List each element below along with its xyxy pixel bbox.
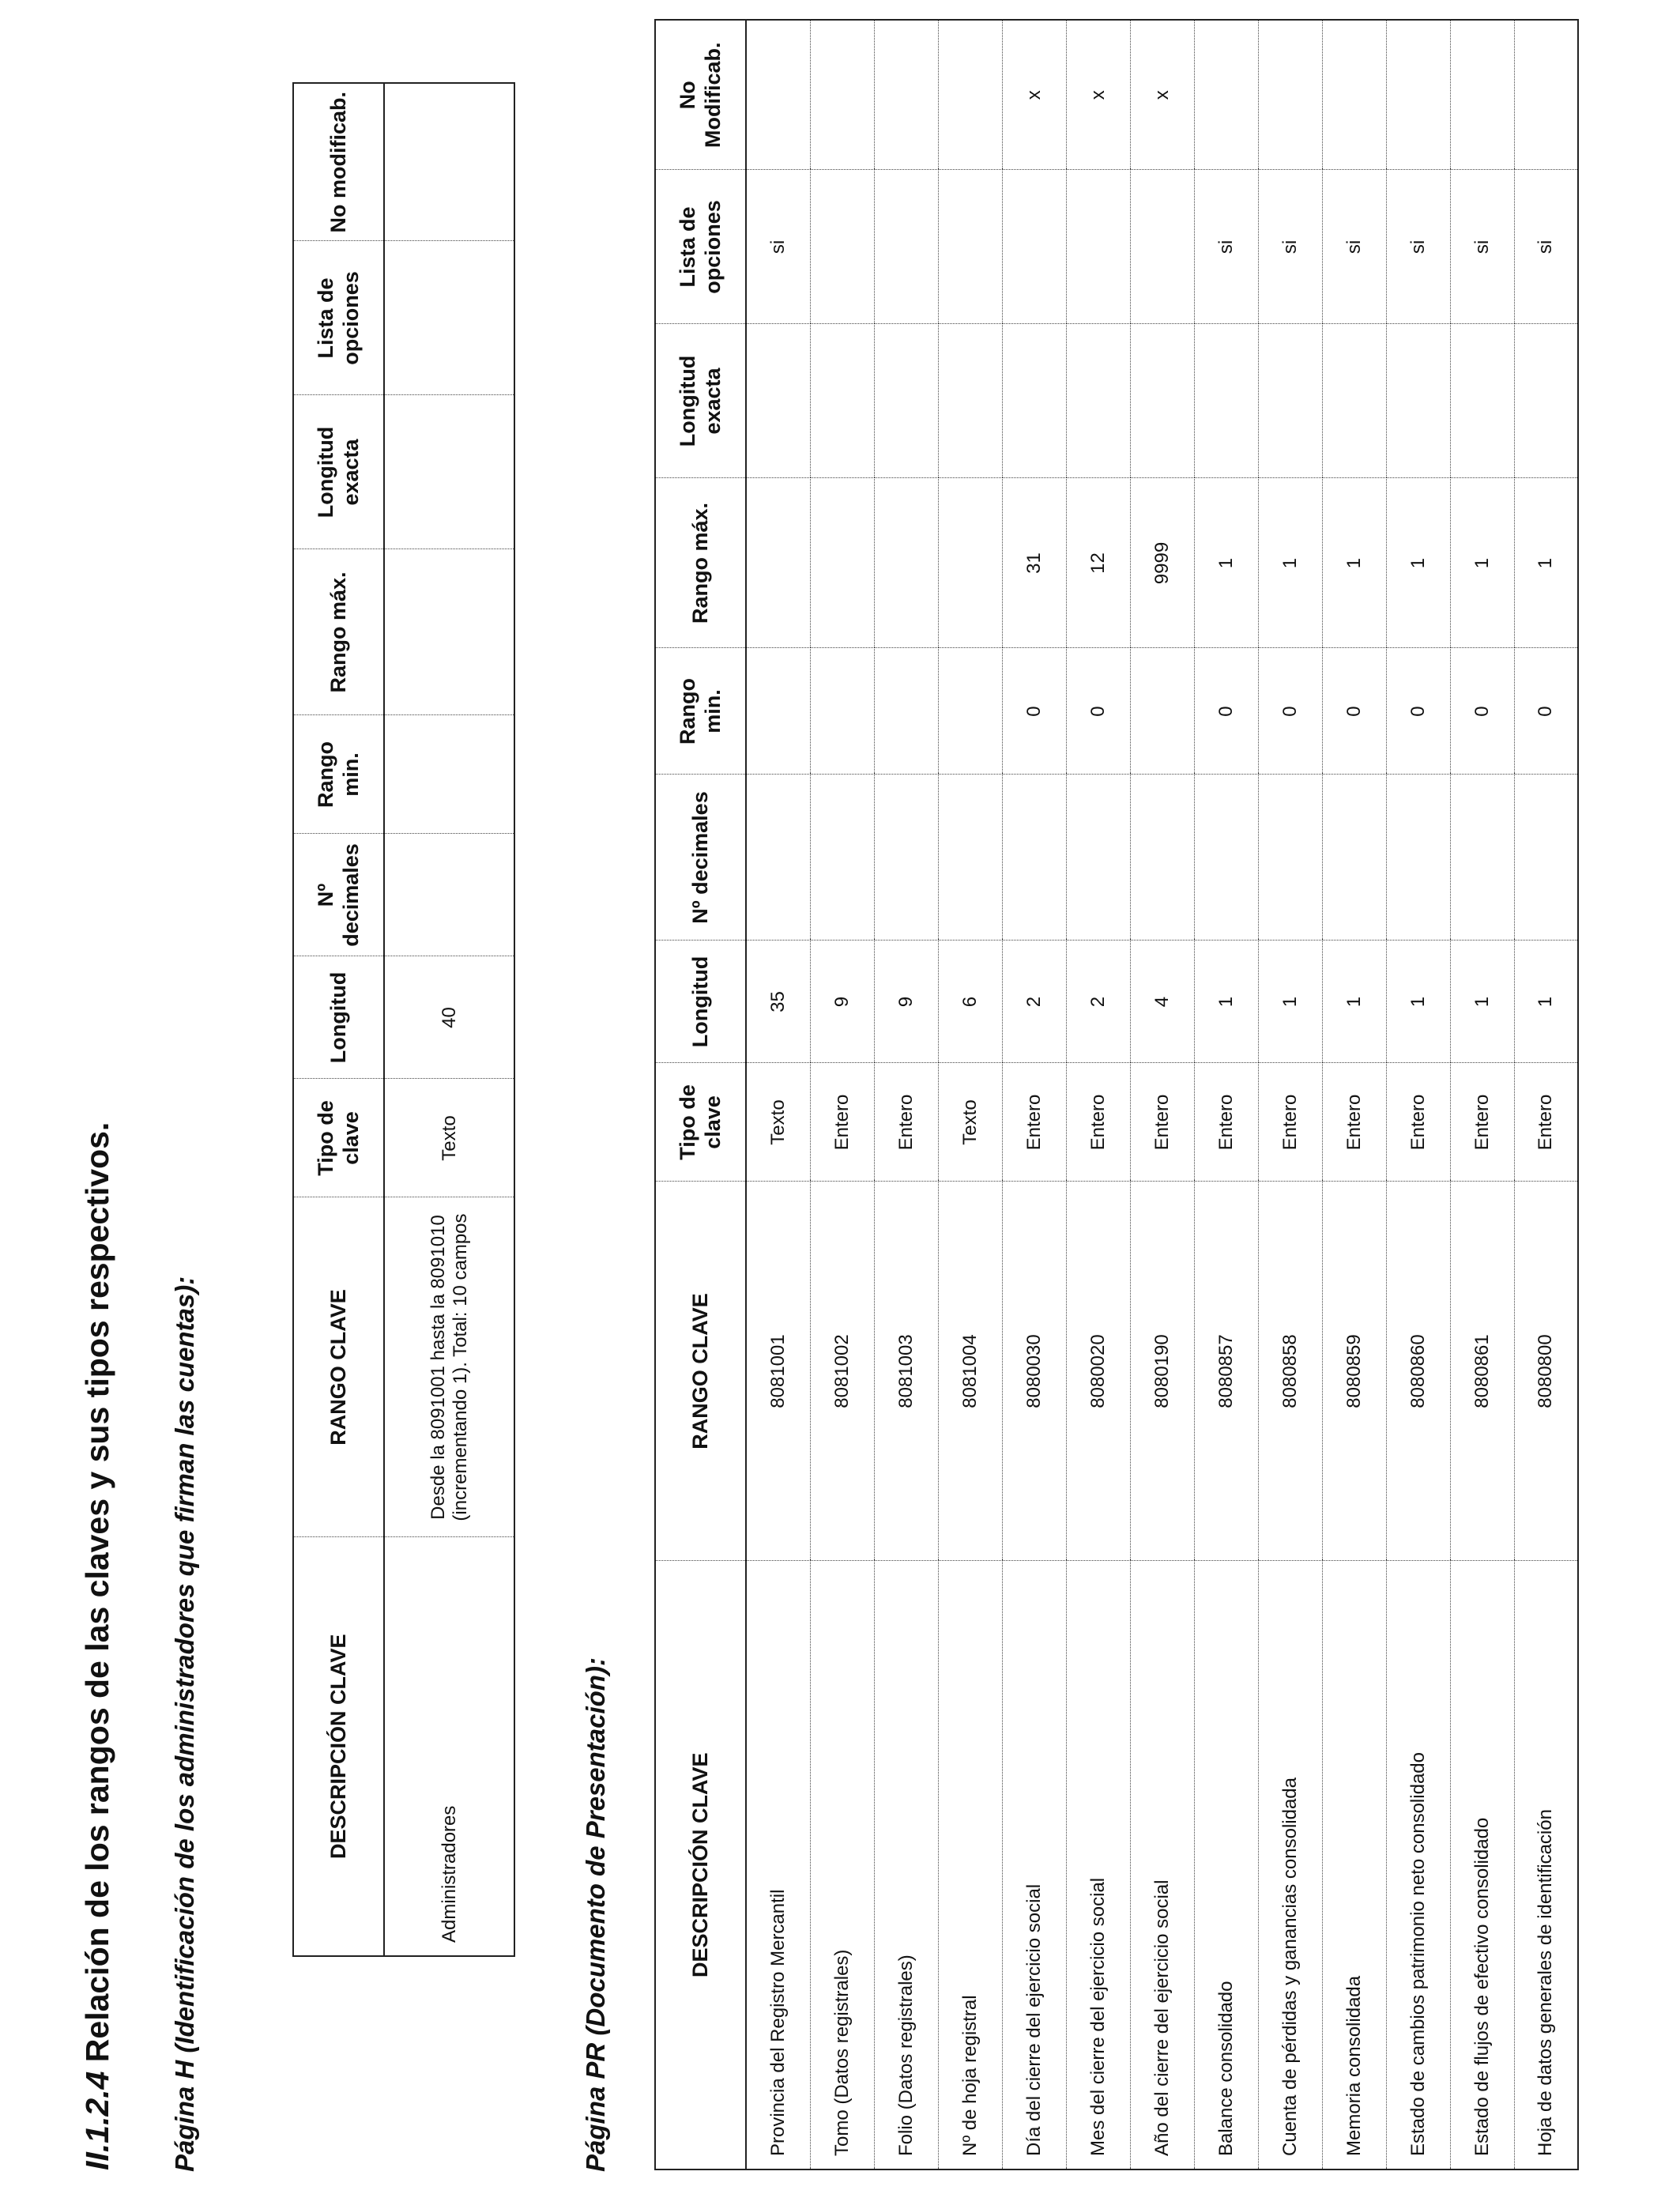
table-cell: 8080858	[1258, 1182, 1322, 1561]
table-cell	[746, 324, 810, 478]
table-cell	[1322, 20, 1386, 170]
table-row	[1066, 20, 1130, 2169]
table-cell	[1002, 170, 1066, 324]
table-cell: 35	[746, 941, 810, 1063]
table-cell: Día del cierre del ejercicio social	[1002, 1561, 1066, 2169]
table-cell	[810, 324, 874, 478]
table-row	[1130, 20, 1194, 2169]
table-cell	[384, 83, 514, 241]
table-cell	[1002, 775, 1066, 941]
table-cell: 1	[1450, 478, 1514, 648]
table-cell: Entero	[1194, 1063, 1258, 1182]
table-cell: 1	[1322, 941, 1386, 1063]
table-cell: 1	[1258, 478, 1322, 648]
table-cell: Desde la 8091001 hasta la 8091010 (incrementando 1). Total: 10 campos	[384, 1197, 514, 1537]
page-h-header-cell: No modificab.	[293, 83, 384, 241]
table-cell	[1130, 324, 1194, 478]
page-h-header-cell: Lista de opciones	[293, 241, 384, 395]
page-pr-header-row	[655, 20, 746, 2169]
table-cell: 8080190	[1130, 1182, 1194, 1561]
table-cell	[1130, 775, 1194, 941]
table-cell	[1450, 775, 1514, 941]
table-cell: 1	[1514, 941, 1578, 1063]
table-cell	[1066, 324, 1130, 478]
table-cell: 8081001	[746, 1182, 810, 1561]
table-cell: 8081002	[810, 1182, 874, 1561]
table-cell: si	[1386, 170, 1450, 324]
table-cell: Año del cierre del ejercicio social	[1130, 1561, 1194, 2169]
table-cell	[1258, 775, 1322, 941]
table-cell: 8080861	[1450, 1182, 1514, 1561]
table-row	[1322, 20, 1386, 2169]
table-row	[810, 20, 874, 2169]
table-cell	[384, 395, 514, 549]
table-cell	[1066, 775, 1130, 941]
page-pr-table	[654, 19, 1579, 2170]
table-cell: Memoria consolidada	[1322, 1561, 1386, 2169]
table-cell	[938, 775, 1002, 941]
page-pr-header-cell: Lista de opciones	[655, 170, 746, 324]
table-cell: 6	[938, 941, 1002, 1063]
table-cell: Entero	[874, 1063, 938, 1182]
table-cell	[938, 20, 1002, 170]
table-cell: 1	[1386, 941, 1450, 1063]
table-cell: Tomo (Datos registrales)	[810, 1561, 874, 2169]
table-cell: Mes del cierre del ejercicio social	[1066, 1561, 1130, 2169]
table-cell: 1	[1194, 478, 1258, 648]
table-cell: 8080030	[1002, 1182, 1066, 1561]
table-cell	[1450, 324, 1514, 478]
table-row	[384, 83, 514, 1956]
table-cell	[1322, 324, 1386, 478]
table-cell: 9	[874, 941, 938, 1063]
table-cell	[938, 478, 1002, 648]
table-cell	[874, 648, 938, 775]
table-cell: 0	[1450, 648, 1514, 775]
table-row	[1514, 20, 1578, 2169]
table-cell: Entero	[1386, 1063, 1450, 1182]
page-pr-header-cell: Nº decimales	[655, 775, 746, 941]
table-cell: Nº de hoja registral	[938, 1561, 1002, 2169]
table-cell	[810, 648, 874, 775]
table-cell	[1194, 324, 1258, 478]
table-cell: 0	[1322, 648, 1386, 775]
table-cell: Texto	[746, 1063, 810, 1182]
table-cell: si	[1514, 170, 1578, 324]
table-cell	[1002, 324, 1066, 478]
table-row	[874, 20, 938, 2169]
table-row	[1194, 20, 1258, 2169]
table-cell	[1194, 775, 1258, 941]
table-cell	[938, 324, 1002, 478]
table-cell: x	[1130, 20, 1194, 170]
table-cell: Folio (Datos registrales)	[874, 1561, 938, 2169]
table-row	[1002, 20, 1066, 2169]
page-pr-title: Página PR (Documento de Presentación):	[581, 1657, 610, 2172]
table-cell	[1386, 775, 1450, 941]
table-cell: Administradores	[384, 1537, 514, 1956]
page-h-header-cell: DESCRIPCIÓN CLAVE	[293, 1537, 384, 1956]
page-h-header-cell: Longitud exacta	[293, 395, 384, 549]
table-cell	[746, 478, 810, 648]
table-cell	[874, 775, 938, 941]
table-cell: x	[1066, 20, 1130, 170]
page-h-header-cell: Rango máx.	[293, 549, 384, 715]
table-cell	[384, 241, 514, 395]
table-cell	[810, 775, 874, 941]
table-cell: Estado de flujos de efectivo consolidado	[1450, 1561, 1514, 2169]
page-pr-header-cell: Rango máx.	[655, 478, 746, 648]
table-cell: si	[746, 170, 810, 324]
table-cell	[1322, 775, 1386, 941]
section-title: Relación de los rangos de las claves y sus tipos respectivos.	[79, 1122, 115, 2063]
table-cell: x	[1002, 20, 1066, 170]
table-cell	[1386, 20, 1450, 170]
table-cell	[810, 20, 874, 170]
table-cell: 1	[1322, 478, 1386, 648]
table-row	[746, 20, 810, 2169]
table-cell: 1	[1514, 478, 1578, 648]
page-pr-header-cell: Longitud	[655, 941, 746, 1063]
table-cell: 0	[1066, 648, 1130, 775]
table-cell	[384, 549, 514, 715]
table-cell: si	[1450, 170, 1514, 324]
table-cell	[1130, 170, 1194, 324]
table-cell: Entero	[1322, 1063, 1386, 1182]
table-cell: 1	[1450, 941, 1514, 1063]
table-cell	[384, 715, 514, 834]
page-pr-header-cell: Tipo de clave	[655, 1063, 746, 1182]
table-cell: Cuenta de pérdidas y ganancias consolidada	[1258, 1561, 1322, 2169]
table-cell: Entero	[1066, 1063, 1130, 1182]
table-cell	[874, 20, 938, 170]
table-cell	[810, 478, 874, 648]
table-cell	[1194, 20, 1258, 170]
page-h-header-cell: Tipo de clave	[293, 1079, 384, 1197]
table-cell: Texto	[384, 1079, 514, 1197]
page-h-header-row	[293, 83, 384, 1956]
table-cell: Balance consolidado	[1194, 1561, 1258, 2169]
table-cell	[1258, 324, 1322, 478]
page-h-header-cell: Nº decimales	[293, 834, 384, 956]
table-row	[1450, 20, 1514, 2169]
table-cell	[810, 170, 874, 324]
page-pr-header-cell: Rango min.	[655, 648, 746, 775]
table-cell: 40	[384, 956, 514, 1079]
page-pr-header-cell: RANGO CLAVE	[655, 1182, 746, 1561]
table-cell: 9	[810, 941, 874, 1063]
table-cell: Provincia del Registro Mercantil	[746, 1561, 810, 2169]
table-cell	[1514, 775, 1578, 941]
table-row	[938, 20, 1002, 2169]
table-cell	[1258, 20, 1322, 170]
table-cell: 8080020	[1066, 1182, 1130, 1561]
table-cell: 1	[1258, 941, 1322, 1063]
table-cell: si	[1194, 170, 1258, 324]
page-h-title: Página H (Identificación de los administradores que firman las cuentas):	[170, 1276, 199, 2172]
table-cell: 2	[1002, 941, 1066, 1063]
page-pr-header-cell: DESCRIPCIÓN CLAVE	[655, 1561, 746, 2169]
table-cell: Hoja de datos generales de identificación	[1514, 1561, 1578, 2169]
table-cell: 8080860	[1386, 1182, 1450, 1561]
table-cell	[874, 478, 938, 648]
table-cell: 8081003	[874, 1182, 938, 1561]
table-cell: 0	[1386, 648, 1450, 775]
table-cell: Entero	[810, 1063, 874, 1182]
table-cell: 9999	[1130, 478, 1194, 648]
table-cell	[1514, 324, 1578, 478]
section-heading	[79, 1122, 116, 2170]
section-number: II.1.2.4	[79, 2071, 115, 2170]
table-cell	[1386, 324, 1450, 478]
table-cell: 0	[1258, 648, 1322, 775]
table-cell	[1130, 648, 1194, 775]
table-cell: Entero	[1450, 1063, 1514, 1182]
table-row	[1258, 20, 1322, 2169]
table-cell: Entero	[1514, 1063, 1578, 1182]
page-h-header-cell: RANGO CLAVE	[293, 1197, 384, 1537]
table-cell	[938, 170, 1002, 324]
table-cell: Texto	[938, 1063, 1002, 1182]
table-cell	[746, 20, 810, 170]
table-cell	[1450, 20, 1514, 170]
page-h-header-cell: Rango min.	[293, 715, 384, 834]
table-cell: Entero	[1130, 1063, 1194, 1182]
table-cell: 8081004	[938, 1182, 1002, 1561]
table-cell	[1066, 170, 1130, 324]
table-cell: si	[1322, 170, 1386, 324]
page-h-table	[292, 82, 515, 1957]
table-cell: 0	[1002, 648, 1066, 775]
table-cell: 1	[1194, 941, 1258, 1063]
table-cell	[746, 775, 810, 941]
page-pr-header-cell: No Modificab.	[655, 20, 746, 170]
table-cell: 8080857	[1194, 1182, 1258, 1561]
page-h-header-cell: Longitud	[293, 956, 384, 1079]
table-row	[1386, 20, 1450, 2169]
page-pr-header-cell: Longitud exacta	[655, 324, 746, 478]
table-cell	[746, 648, 810, 775]
table-cell: Entero	[1258, 1063, 1322, 1182]
table-cell: 0	[1194, 648, 1258, 775]
table-cell	[938, 648, 1002, 775]
table-cell: 8080859	[1322, 1182, 1386, 1561]
table-cell	[874, 324, 938, 478]
table-cell: si	[1258, 170, 1322, 324]
table-cell: 4	[1130, 941, 1194, 1063]
table-cell: 12	[1066, 478, 1130, 648]
table-cell: Entero	[1002, 1063, 1066, 1182]
table-cell: 0	[1514, 648, 1578, 775]
table-cell: 1	[1386, 478, 1450, 648]
table-cell	[874, 170, 938, 324]
table-cell: 2	[1066, 941, 1130, 1063]
table-cell: 31	[1002, 478, 1066, 648]
table-cell: 8080800	[1514, 1182, 1578, 1561]
table-cell	[1514, 20, 1578, 170]
table-cell: Estado de cambios patrimonio neto consolidado	[1386, 1561, 1450, 2169]
table-cell	[384, 834, 514, 956]
